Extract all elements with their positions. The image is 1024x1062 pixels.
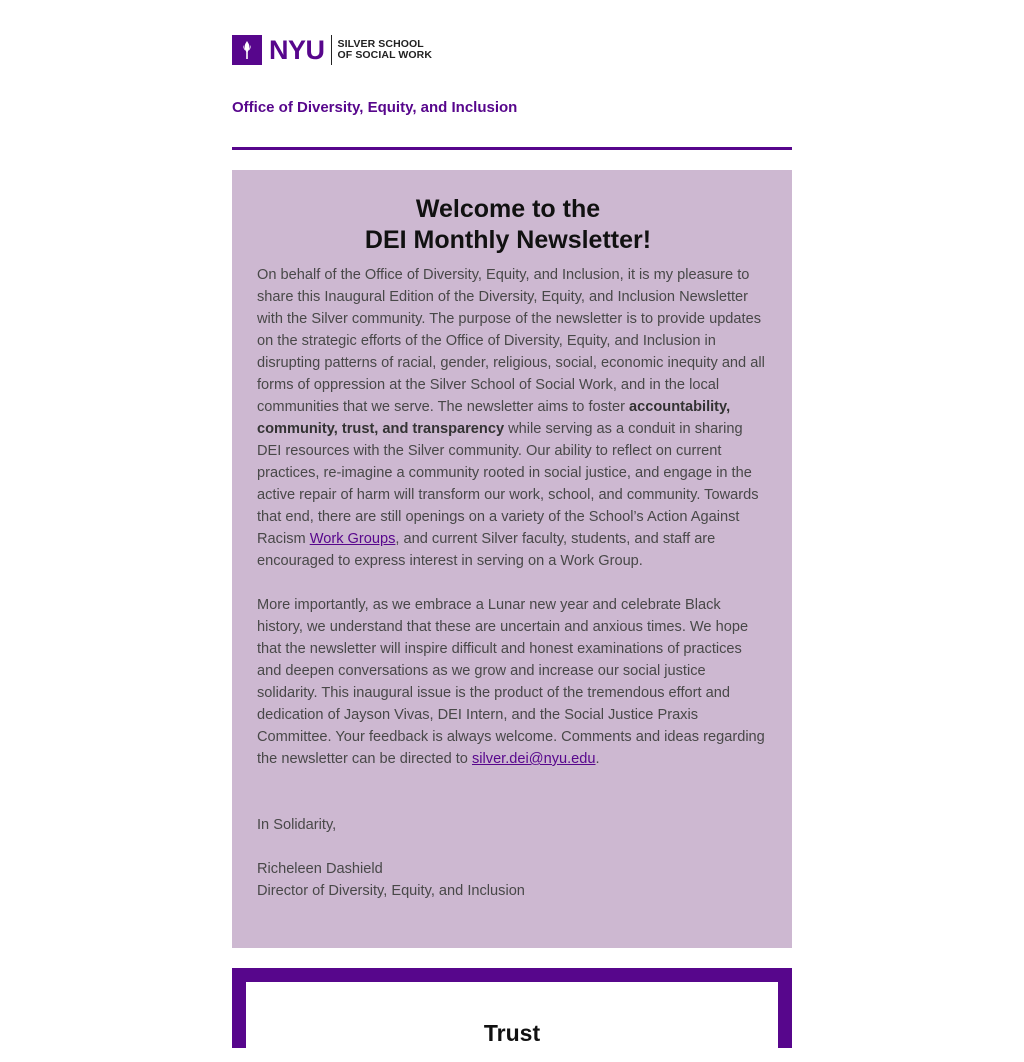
welcome-paragraph-1 — [257, 264, 769, 572]
signer-title: Director of Diversity, Equity, and Inclusion — [257, 883, 525, 899]
school-name-line2: OF SOCIAL WORK — [337, 49, 433, 61]
closing-text: In Solidarity, — [257, 817, 337, 833]
paragraph-1-bold: accountability, community, trust, and transparency — [257, 399, 731, 437]
school-name — [338, 39, 433, 61]
nyu-torch-icon — [232, 35, 262, 65]
paragraph-1-text-a: On behalf of the Office of Diversity, Equity, and Inclusion, it is my pleasure to share this Inaugural Edition of the Diversity, Equity, and Inclusion Newsletter with the Silver community. The purpose of the newsletter is to provide updates on the strategic efforts of the Office of Diversity, Equity, and Inclusion in disrupting patterns of racial, gender, religious, social, economic inequity and all forms of oppression at the Silver School of Social Work, and in the local communities that we serve. The newsletter aims to foster — [257, 267, 765, 415]
header-divider — [232, 147, 792, 150]
welcome-section — [232, 170, 792, 948]
nyu-wordmark: NYU — [269, 35, 325, 65]
trust-section — [232, 968, 792, 1048]
paragraph-1-text-c: , and current Silver faculty, students, and staff are encouraged to express interest in serving on a Work Group. — [257, 531, 716, 569]
paragraph-2-end: . — [595, 751, 600, 767]
logo-divider — [331, 35, 332, 65]
trust-heading: Trust — [483, 1020, 541, 1046]
paragraph-1-text-b: while serving as a conduit in sharing DEI resources with the Silver community. Our ability to reflect on current practices, re-imagine a community rooted in social justice, and engage in the active repair of harm will transform our work, school, and community. Towards that end, there are still openings on a variety of the School’s Action Against Racism — [257, 421, 759, 547]
nyu-silver-logo[interactable] — [232, 34, 432, 66]
paragraph-2-text: More importantly, as we embrace a Lunar new year and celebrate Black history, we understand that these are uncertain and anxious times. We hope that the newsletter will inspire difficult and honest examinations of practices and deepen conversations as we grow and increase our social justice solidarity. This inaugural issue is the product of the tremendous effort and dedication of Jayson Vivas, DEI Intern, and the Social Justice Praxis Committee. Your feedback is always welcome. Comments and ideas regarding the newsletter can be directed to — [257, 597, 765, 767]
signer-name: Richeleen Dashield — [257, 861, 383, 877]
welcome-paragraph-2 — [257, 594, 769, 770]
work-groups-link[interactable]: Work Groups — [309, 531, 396, 547]
trust-card — [246, 982, 778, 1062]
school-name-line1: SILVER SCHOOL — [337, 38, 424, 50]
email-link[interactable]: silver.dei@nyu.edu — [471, 751, 596, 767]
welcome-heading-line2: DEI Monthly Newsletter! — [364, 226, 652, 254]
welcome-body — [257, 264, 769, 902]
office-title: Office of Diversity, Equity, and Inclusion — [232, 99, 518, 116]
welcome-heading-line1: Welcome to the — [415, 195, 601, 223]
welcome-heading — [232, 194, 784, 256]
